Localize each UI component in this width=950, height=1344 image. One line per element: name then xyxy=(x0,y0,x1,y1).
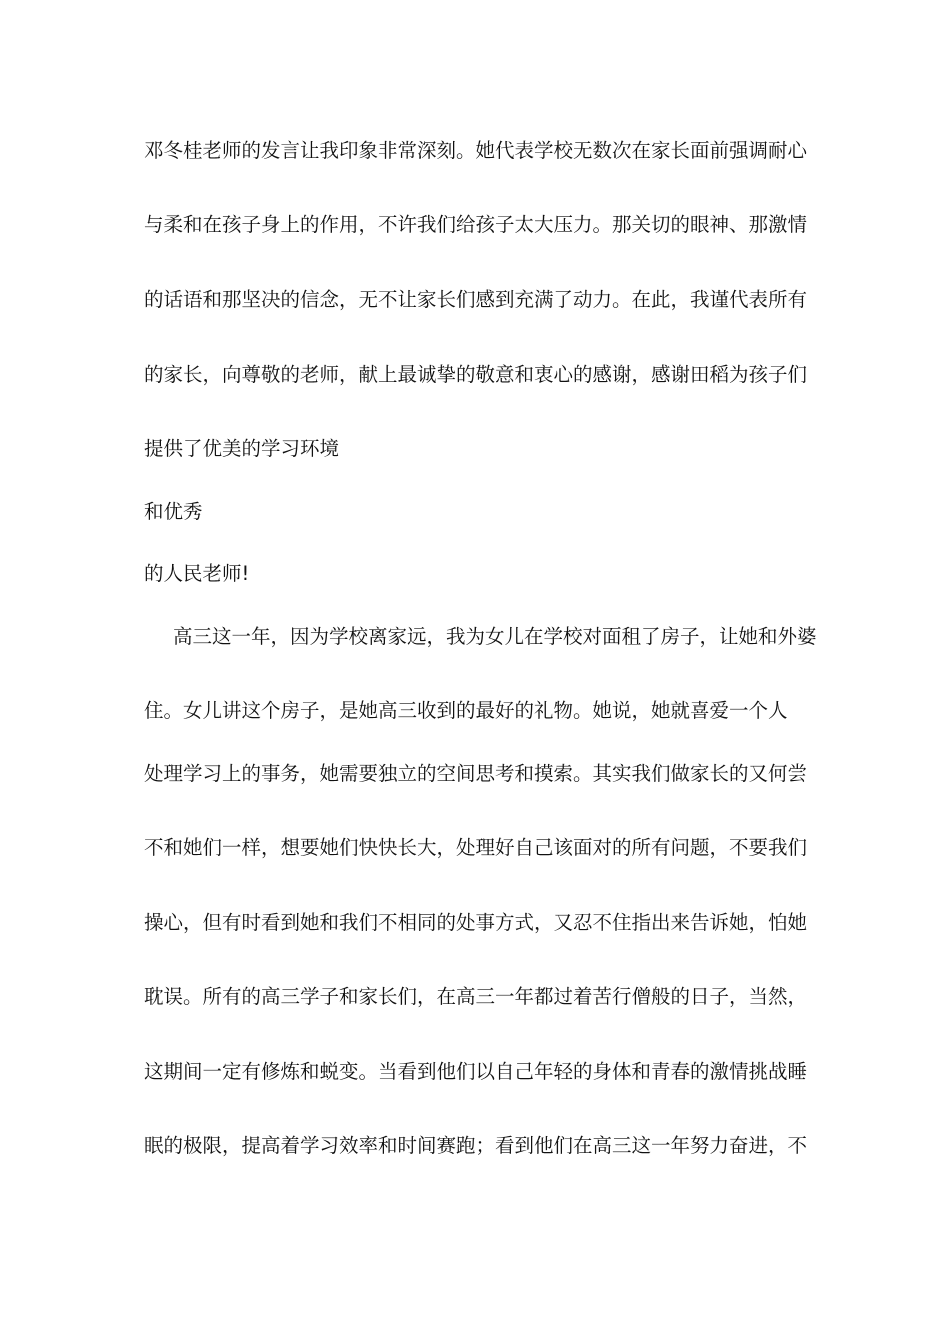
paragraph-line: 眠的极限，提高着学习效率和时间赛跑；看到他们在高三这一年努力奋进，不 xyxy=(144,1134,808,1157)
paragraph-line: 耽误。所有的高三学子和家长们，在高三一年都过着苦行僧般的日子，当然， xyxy=(144,985,808,1008)
paragraph-line: 邓冬桂老师的发言让我印象非常深刻。她代表学校无数次在家长面前强调耐心 xyxy=(144,139,808,162)
paragraph-line: 操心，但有时看到她和我们不相同的处事方式，又忍不住指出来告诉她，怕她 xyxy=(144,911,808,934)
paragraph-line: 与柔和在孩子身上的作用，不许我们给孩子太大压力。那关切的眼神、那激情 xyxy=(144,213,808,236)
paragraph-line: 处理学习上的事务，她需要独立的空间思考和摸索。其实我们做家长的又何尝 xyxy=(144,762,808,785)
paragraph-line: 高三这一年，因为学校离家远，我为女儿在学校对面租了房子，让她和外婆 xyxy=(173,625,817,648)
paragraph-line: 的话语和那坚决的信念，无不让家长们感到充满了动力。在此，我谨代表所有 xyxy=(144,288,808,311)
paragraph-line: 提供了优美的学习环境 xyxy=(144,437,340,460)
paragraph-line: 这期间一定有修炼和蜕变。当看到他们以自己年轻的身体和青春的激情挑战睡 xyxy=(144,1060,808,1083)
paragraph-line: 不和她们一样，想要她们快快长大，处理好自己该面对的所有问题，不要我们 xyxy=(144,836,808,859)
paragraph-line: 住。女儿讲这个房子，是她高三收到的最好的礼物。她说，她就喜爱一个人 xyxy=(144,699,788,722)
paragraph-line: 和优秀 xyxy=(144,500,203,523)
paragraph-line: 的人民老师! xyxy=(144,562,250,585)
paragraph-line: 的家长，向尊敬的老师，献上最诚挚的敬意和衷心的感谢，感谢田稻为孩子们 xyxy=(144,363,808,386)
